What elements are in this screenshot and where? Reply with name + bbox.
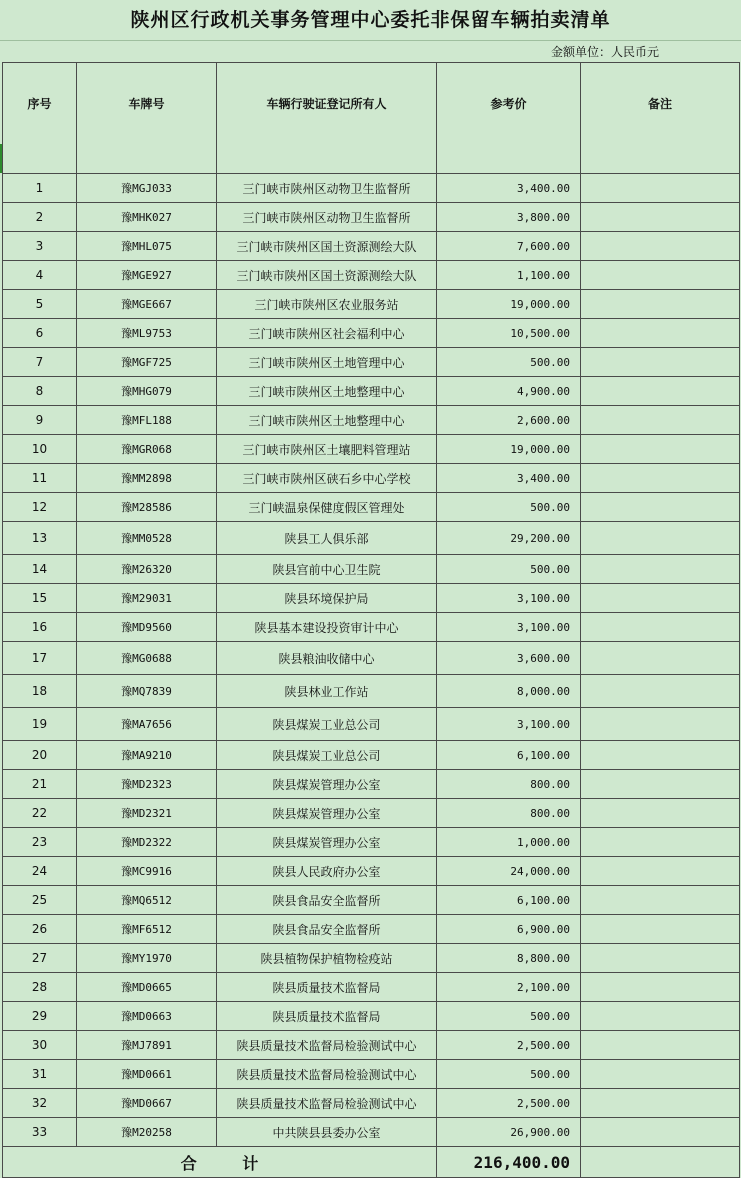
cell-owner[interactable]: 陕县人民政府办公室 <box>217 857 437 886</box>
cell-owner[interactable]: 陕县质量技术监督局 <box>217 973 437 1002</box>
cell-no[interactable]: 13 <box>3 522 77 555</box>
cell-owner[interactable]: 陕县植物保护植物检疫站 <box>217 944 437 973</box>
cell-note[interactable] <box>581 584 740 613</box>
cell-owner[interactable]: 陕县粮油收储中心 <box>217 642 437 675</box>
cell-no[interactable]: 31 <box>3 1060 77 1089</box>
cell-note[interactable] <box>581 675 740 708</box>
cell-note[interactable] <box>581 741 740 770</box>
cell-note[interactable] <box>581 261 740 290</box>
cell-plate[interactable]: 豫MGF725 <box>77 348 217 377</box>
table-row <box>3 464 740 493</box>
table-row <box>3 584 740 613</box>
cell-price[interactable]: 800.00 <box>437 770 581 799</box>
header-plate[interactable]: 车牌号 <box>77 63 217 174</box>
cell-no[interactable]: 1 <box>3 174 77 203</box>
cell-price[interactable]: 1,000.00 <box>437 828 581 857</box>
total-label[interactable]: 合 计 <box>3 1147 437 1178</box>
cell-plate[interactable]: 豫MFL188 <box>77 406 217 435</box>
cell-owner[interactable]: 陕县煤炭工业总公司 <box>217 741 437 770</box>
cell-plate[interactable]: 豫MD0667 <box>77 1089 217 1118</box>
cell-note[interactable] <box>581 464 740 493</box>
cell-price[interactable]: 6,100.00 <box>437 741 581 770</box>
cell-no[interactable]: 14 <box>3 555 77 584</box>
cell-no[interactable]: 7 <box>3 348 77 377</box>
cell-price[interactable]: 3,400.00 <box>437 174 581 203</box>
cell-price[interactable]: 10,500.00 <box>437 319 581 348</box>
cell-owner[interactable]: 陕县煤炭管理办公室 <box>217 828 437 857</box>
header-no[interactable]: 序号 <box>3 63 77 174</box>
cell-plate[interactable]: 豫MD0665 <box>77 973 217 1002</box>
cell-no[interactable]: 22 <box>3 799 77 828</box>
table-row <box>3 613 740 642</box>
cell-price[interactable]: 1,100.00 <box>437 261 581 290</box>
cell-note[interactable] <box>581 232 740 261</box>
cell-note[interactable] <box>581 770 740 799</box>
cell-owner[interactable]: 三门峡市陕州区动物卫生监督所 <box>217 203 437 232</box>
cell-plate[interactable]: 豫MGJ033 <box>77 174 217 203</box>
cell-no[interactable]: 8 <box>3 377 77 406</box>
cell-plate[interactable]: 豫M20258 <box>77 1118 217 1147</box>
total-amount[interactable]: 216,400.00 <box>437 1147 581 1178</box>
cell-plate[interactable]: 豫MC9916 <box>77 857 217 886</box>
table-row <box>3 348 740 377</box>
cell-plate[interactable]: 豫MQ7839 <box>77 675 217 708</box>
table-row <box>3 522 740 555</box>
cell-plate[interactable]: 豫MD2322 <box>77 828 217 857</box>
cell-note[interactable] <box>581 377 740 406</box>
table-row <box>3 174 740 203</box>
cell-plate[interactable]: 豫MF6512 <box>77 915 217 944</box>
cell-price[interactable]: 7,600.00 <box>437 232 581 261</box>
cell-plate[interactable]: 豫MHL075 <box>77 232 217 261</box>
cell-owner[interactable]: 陕县煤炭工业总公司 <box>217 708 437 741</box>
cell-note[interactable] <box>581 348 740 377</box>
cell-plate[interactable]: 豫MD2321 <box>77 799 217 828</box>
cell-owner[interactable]: 三门峡市陕州区土壤肥料管理站 <box>217 435 437 464</box>
cell-note[interactable] <box>581 174 740 203</box>
cell-owner[interactable]: 三门峡温泉保健度假区管理处 <box>217 493 437 522</box>
cell-no[interactable]: 2 <box>3 203 77 232</box>
cell-note[interactable] <box>581 1002 740 1031</box>
cell-price[interactable]: 24,000.00 <box>437 857 581 886</box>
header-price[interactable]: 参考价 <box>437 63 581 174</box>
cell-plate[interactable]: 豫M29031 <box>77 584 217 613</box>
cell-owner[interactable]: 三门峡市陕州区社会福利中心 <box>217 319 437 348</box>
cell-no[interactable]: 24 <box>3 857 77 886</box>
cell-owner[interactable]: 陕县食品安全监督所 <box>217 886 437 915</box>
cell-no[interactable]: 10 <box>3 435 77 464</box>
header-owner[interactable]: 车辆行驶证登记所有人 <box>217 63 437 174</box>
cell-price[interactable]: 4,900.00 <box>437 377 581 406</box>
table-row <box>3 1031 740 1060</box>
cell-no[interactable]: 5 <box>3 290 77 319</box>
cell-owner[interactable]: 陕县煤炭管理办公室 <box>217 799 437 828</box>
cell-no[interactable]: 12 <box>3 493 77 522</box>
cell-price[interactable]: 2,500.00 <box>437 1089 581 1118</box>
cell-price[interactable]: 3,100.00 <box>437 708 581 741</box>
cell-price[interactable]: 2,500.00 <box>437 1031 581 1060</box>
table-row <box>3 857 740 886</box>
sheet-title: 陕州区行政机关事务管理中心委托非保留车辆拍卖清单 <box>0 0 741 41</box>
cell-plate[interactable]: 豫M28586 <box>77 493 217 522</box>
cell-plate[interactable]: 豫MD2323 <box>77 770 217 799</box>
cell-plate[interactable]: 豫MGE927 <box>77 261 217 290</box>
cell-note[interactable] <box>581 290 740 319</box>
cell-note[interactable] <box>581 555 740 584</box>
cell-price[interactable]: 500.00 <box>437 1060 581 1089</box>
cell-no[interactable]: 26 <box>3 915 77 944</box>
cell-price[interactable]: 500.00 <box>437 1002 581 1031</box>
cell-price[interactable]: 29,200.00 <box>437 522 581 555</box>
cell-plate[interactable]: 豫MG0688 <box>77 642 217 675</box>
cell-plate[interactable]: 豫MD0661 <box>77 1060 217 1089</box>
table-row <box>3 1089 740 1118</box>
cell-no[interactable]: 29 <box>3 1002 77 1031</box>
cell-price[interactable]: 3,100.00 <box>437 584 581 613</box>
cell-note[interactable] <box>581 435 740 464</box>
cell-price[interactable]: 8,800.00 <box>437 944 581 973</box>
cell-owner[interactable]: 陕县质量技术监督局 <box>217 1002 437 1031</box>
cell-price[interactable]: 800.00 <box>437 799 581 828</box>
cell-owner[interactable]: 三门峡市陕州区土地整理中心 <box>217 377 437 406</box>
cell-owner[interactable]: 陕县质量技术监督局检验测试中心 <box>217 1060 437 1089</box>
cell-owner[interactable]: 三门峡市陕州区土地整理中心 <box>217 406 437 435</box>
table-row <box>3 493 740 522</box>
cell-owner[interactable]: 三门峡市陕州区农业服务站 <box>217 290 437 319</box>
cell-note[interactable] <box>581 642 740 675</box>
table-row <box>3 799 740 828</box>
cell-note[interactable] <box>581 973 740 1002</box>
cell-plate[interactable]: 豫MJ7891 <box>77 1031 217 1060</box>
table-row <box>3 232 740 261</box>
cell-plate[interactable]: 豫MHK027 <box>77 203 217 232</box>
table-row <box>3 1118 740 1147</box>
cell-no[interactable]: 27 <box>3 944 77 973</box>
cell-note[interactable] <box>581 613 740 642</box>
cell-note[interactable] <box>581 493 740 522</box>
table-row <box>3 708 740 741</box>
table-row <box>3 770 740 799</box>
cell-plate[interactable]: 豫MA9210 <box>77 741 217 770</box>
table-row <box>3 915 740 944</box>
cell-note[interactable] <box>581 828 740 857</box>
currency-unit-label: 金额单位：人民币元 <box>550 45 659 59</box>
cell-price[interactable]: 3,800.00 <box>437 203 581 232</box>
cell-no[interactable]: 19 <box>3 708 77 741</box>
cell-no[interactable]: 20 <box>3 741 77 770</box>
table-row <box>3 377 740 406</box>
cell-price[interactable]: 19,000.00 <box>437 435 581 464</box>
cell-price[interactable]: 3,100.00 <box>437 613 581 642</box>
table-row <box>3 555 740 584</box>
total-row <box>3 1147 740 1178</box>
cell-note[interactable] <box>581 203 740 232</box>
cell-no[interactable]: 25 <box>3 886 77 915</box>
cell-owner[interactable]: 陕县环境保护局 <box>217 584 437 613</box>
cell-price[interactable]: 500.00 <box>437 493 581 522</box>
cell-no[interactable]: 6 <box>3 319 77 348</box>
cell-note[interactable] <box>581 857 740 886</box>
cell-owner[interactable]: 陕县基本建设投资审计中心 <box>217 613 437 642</box>
cell-plate[interactable]: 豫ML9753 <box>77 319 217 348</box>
cell-plate[interactable]: 豫MA7656 <box>77 708 217 741</box>
vehicle-auction-table <box>2 62 740 1178</box>
cell-plate[interactable]: 豫MD9560 <box>77 613 217 642</box>
total-note-cell[interactable] <box>581 1147 740 1178</box>
cell-note[interactable] <box>581 522 740 555</box>
cell-plate[interactable]: 豫M26320 <box>77 555 217 584</box>
table-row <box>3 319 740 348</box>
table-row <box>3 675 740 708</box>
cell-no[interactable]: 33 <box>3 1118 77 1147</box>
cell-no[interactable]: 21 <box>3 770 77 799</box>
table-row <box>3 406 740 435</box>
cell-no[interactable]: 11 <box>3 464 77 493</box>
cell-note[interactable] <box>581 1060 740 1089</box>
cell-note[interactable] <box>581 944 740 973</box>
table-row <box>3 828 740 857</box>
cell-note[interactable] <box>581 1118 740 1147</box>
cell-plate[interactable]: 豫MM2898 <box>77 464 217 493</box>
table-row <box>3 973 740 1002</box>
cell-no[interactable]: 30 <box>3 1031 77 1060</box>
cell-note[interactable] <box>581 886 740 915</box>
cell-no[interactable]: 17 <box>3 642 77 675</box>
cell-note[interactable] <box>581 319 740 348</box>
table-row <box>3 203 740 232</box>
cell-note[interactable] <box>581 1031 740 1060</box>
cell-owner[interactable]: 陕县工人俱乐部 <box>217 522 437 555</box>
cell-owner[interactable]: 三门峡市陕州区硖石乡中心学校 <box>217 464 437 493</box>
cell-plate[interactable]: 豫MD0663 <box>77 1002 217 1031</box>
cell-price[interactable]: 19,000.00 <box>437 290 581 319</box>
cell-note[interactable] <box>581 799 740 828</box>
cell-no[interactable]: 3 <box>3 232 77 261</box>
cell-no[interactable]: 16 <box>3 613 77 642</box>
cell-price[interactable]: 3,600.00 <box>437 642 581 675</box>
table-body <box>3 174 740 1147</box>
cell-owner[interactable]: 陕县质量技术监督局检验测试中心 <box>217 1031 437 1060</box>
table-row <box>3 435 740 464</box>
cell-owner[interactable]: 三门峡市陕州区动物卫生监督所 <box>217 174 437 203</box>
cell-owner[interactable]: 陕县食品安全监督所 <box>217 915 437 944</box>
cell-no[interactable]: 23 <box>3 828 77 857</box>
cell-plate[interactable]: 豫MGE667 <box>77 290 217 319</box>
cell-price[interactable]: 500.00 <box>437 555 581 584</box>
cell-no[interactable]: 9 <box>3 406 77 435</box>
cell-price[interactable]: 2,100.00 <box>437 973 581 1002</box>
table-header-row <box>3 63 740 174</box>
cell-note[interactable] <box>581 708 740 741</box>
cell-no[interactable]: 28 <box>3 973 77 1002</box>
table-row <box>3 886 740 915</box>
cell-note[interactable] <box>581 406 740 435</box>
cell-owner[interactable]: 陕县质量技术监督局检验测试中心 <box>217 1089 437 1118</box>
cell-plate[interactable]: 豫MHG079 <box>77 377 217 406</box>
cell-owner[interactable]: 三门峡市陕州区国土资源测绘大队 <box>217 232 437 261</box>
table-row <box>3 1060 740 1089</box>
cell-price[interactable]: 500.00 <box>437 348 581 377</box>
cell-price[interactable]: 6,100.00 <box>437 886 581 915</box>
cell-no[interactable]: 32 <box>3 1089 77 1118</box>
table-row <box>3 261 740 290</box>
cell-plate[interactable]: 豫MQ6512 <box>77 886 217 915</box>
cell-note[interactable] <box>581 1089 740 1118</box>
cell-owner[interactable]: 三门峡市陕州区国土资源测绘大队 <box>217 261 437 290</box>
cell-owner[interactable]: 陕县林业工作站 <box>217 675 437 708</box>
table-row <box>3 944 740 973</box>
cell-owner[interactable]: 陕县煤炭管理办公室 <box>217 770 437 799</box>
cell-price[interactable]: 26,900.00 <box>437 1118 581 1147</box>
table-row <box>3 1002 740 1031</box>
header-note[interactable]: 备注 <box>581 63 740 174</box>
cell-note[interactable] <box>581 915 740 944</box>
cell-no[interactable]: 18 <box>3 675 77 708</box>
cell-price[interactable]: 3,400.00 <box>437 464 581 493</box>
cell-price[interactable]: 8,000.00 <box>437 675 581 708</box>
cell-owner[interactable]: 中共陕县县委办公室 <box>217 1118 437 1147</box>
table-row <box>3 642 740 675</box>
table-row <box>3 741 740 770</box>
cell-plate[interactable]: 豫MY1970 <box>77 944 217 973</box>
cell-price[interactable]: 6,900.00 <box>437 915 581 944</box>
cell-plate[interactable]: 豫MGR068 <box>77 435 217 464</box>
cell-no[interactable]: 15 <box>3 584 77 613</box>
cell-no[interactable]: 4 <box>3 261 77 290</box>
cell-owner[interactable]: 三门峡市陕州区土地管理中心 <box>217 348 437 377</box>
cell-plate[interactable]: 豫MM0528 <box>77 522 217 555</box>
cell-owner[interactable]: 陕县宫前中心卫生院 <box>217 555 437 584</box>
cell-price[interactable]: 2,600.00 <box>437 406 581 435</box>
table-row <box>3 290 740 319</box>
